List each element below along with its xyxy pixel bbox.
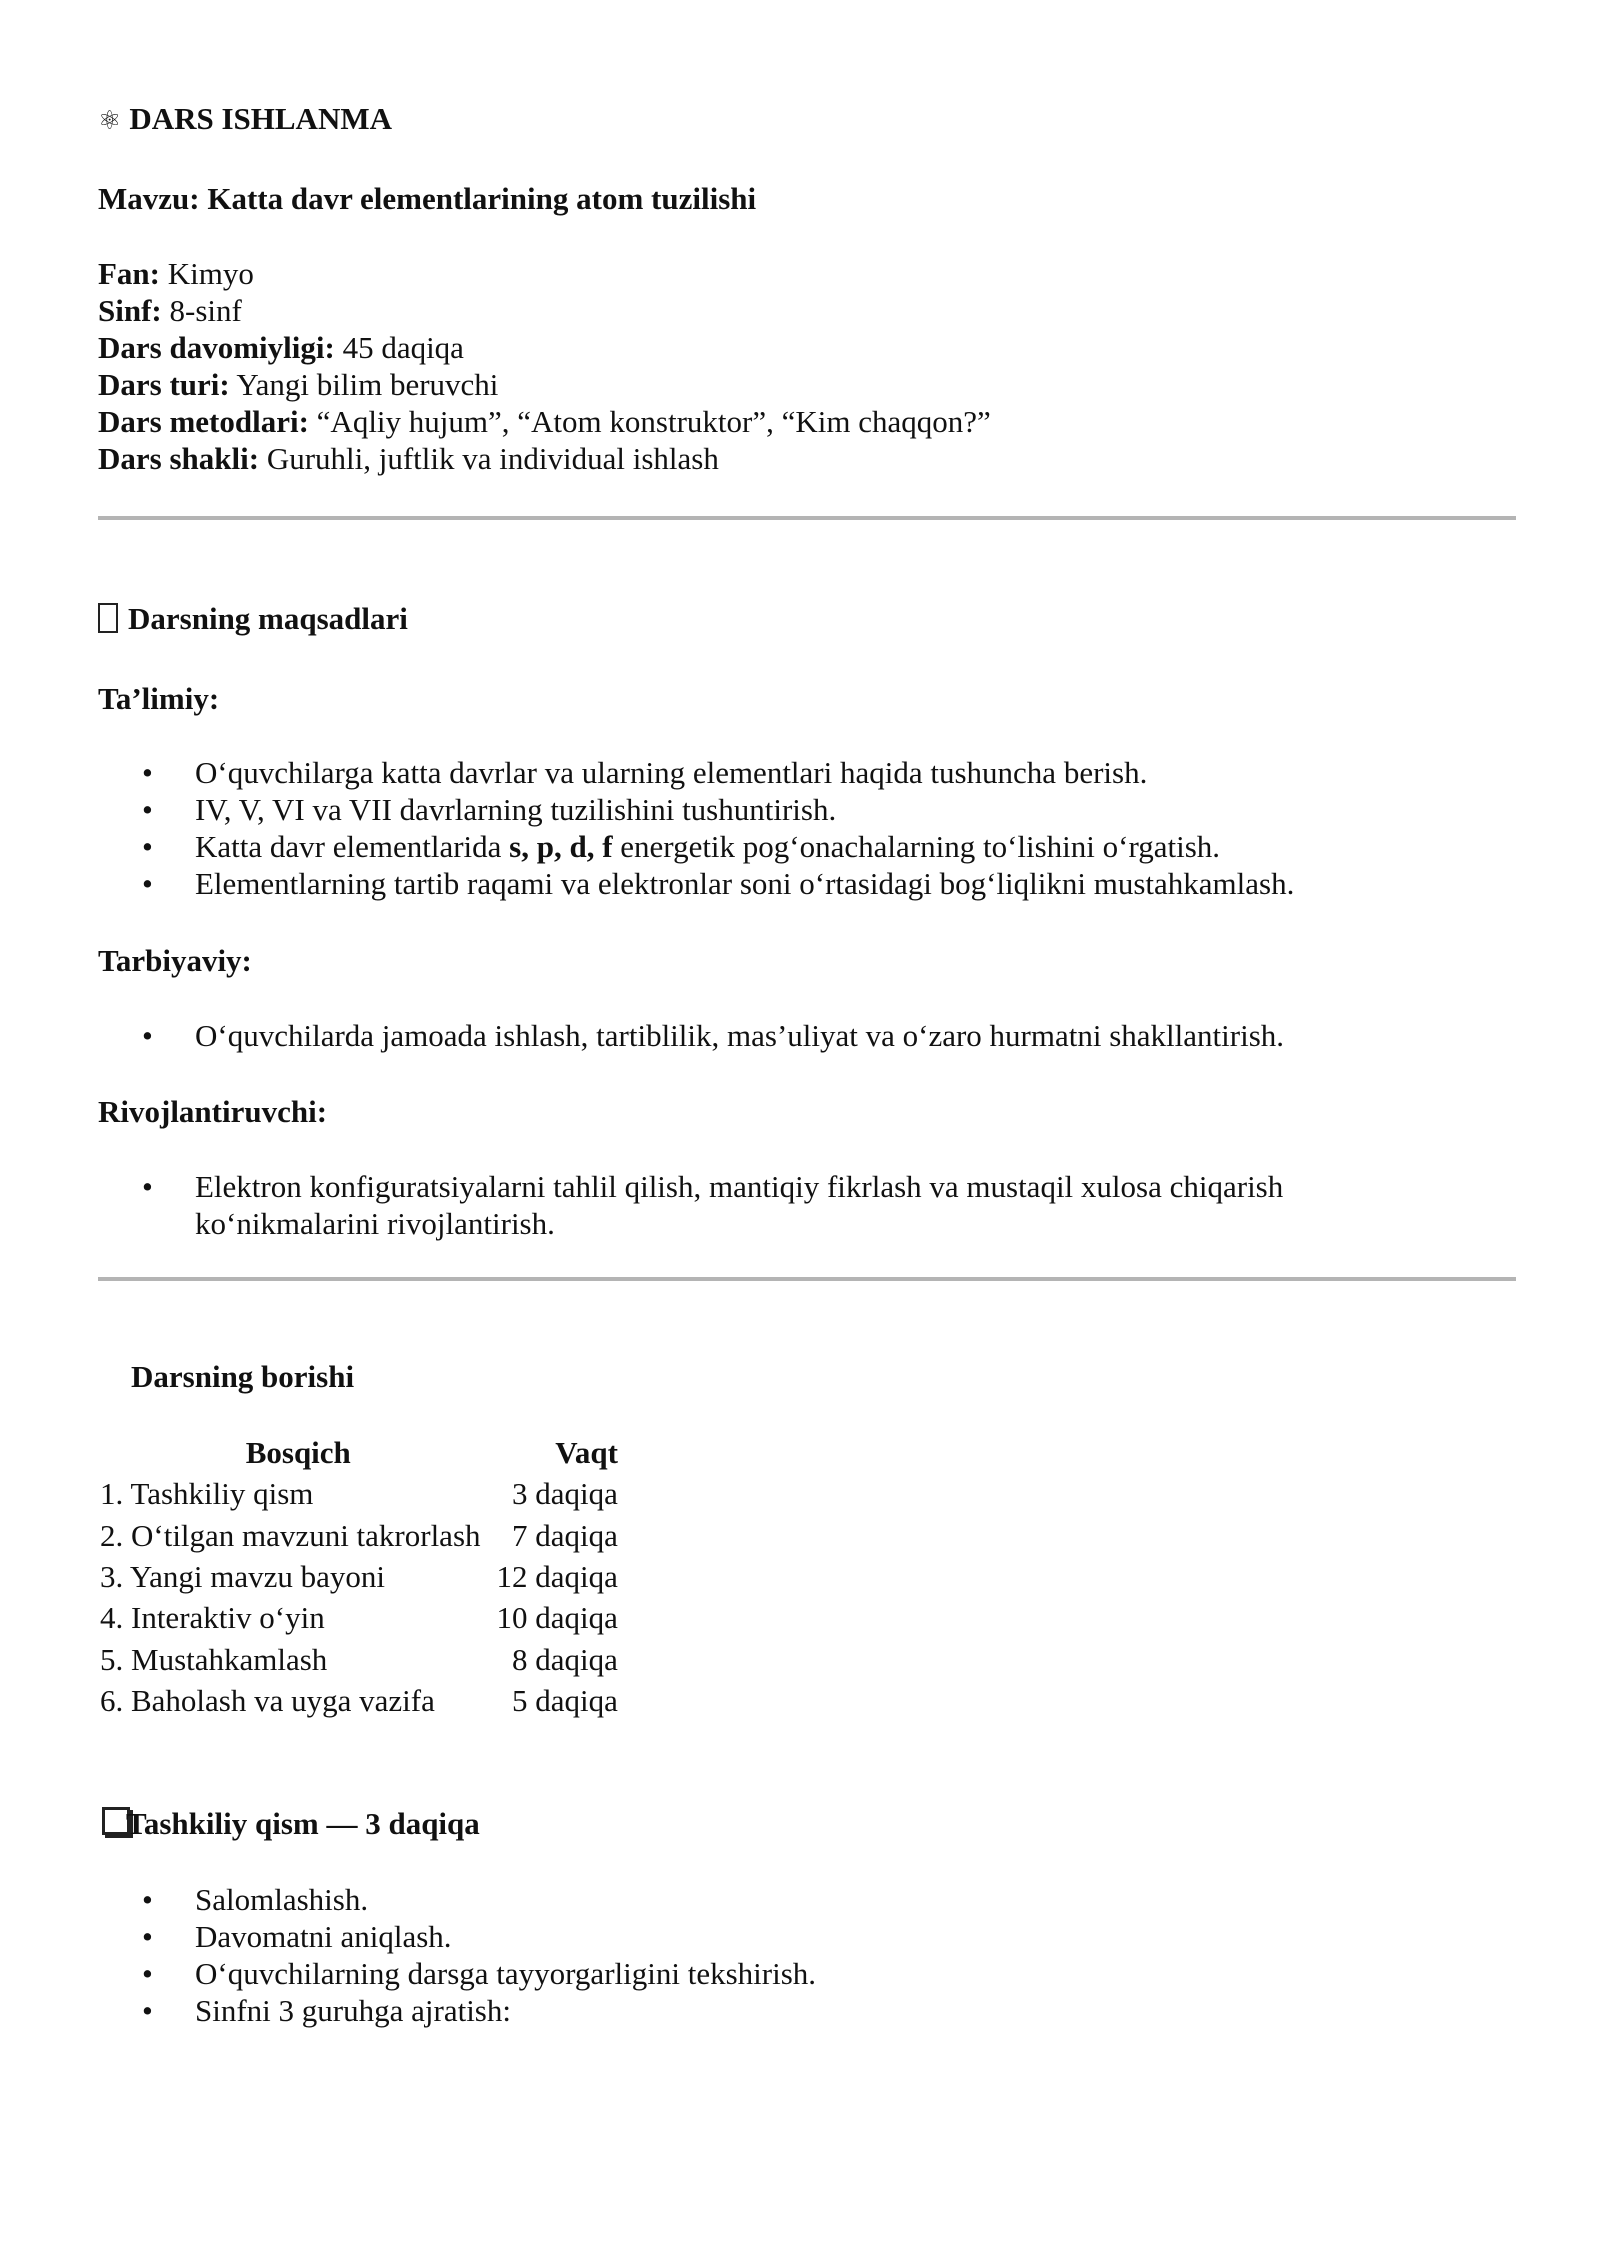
lesson-stages-table — [100, 1431, 618, 1721]
list-item: • O‘quvchilarning darsga tayyorgarligini tekshirish. — [98, 1955, 816, 1992]
list-item: • Elektron konfiguratsiyalarni tahlil qilish, mantiqiy fikrlash va mustaqil xulosa chiqarish ko‘nikmalarini rivojlantirish. — [98, 1168, 1388, 1242]
table-row: 4. Interaktiv o‘yin 10 daqiqa — [100, 1600, 618, 1636]
lesson-meta — [98, 255, 991, 477]
goals-heading: Darsning maqsadlari — [98, 600, 408, 637]
list-item: • O‘quvchilarga katta davrlar va ularning elementlari haqida tushuncha berish. — [98, 754, 1294, 791]
section-divider — [98, 516, 1516, 520]
talimiy-list — [98, 754, 1294, 902]
tarbiyaviy-list — [98, 1017, 1284, 1054]
document-title: ⚛ DARS ISHLANMA — [98, 101, 392, 136]
list-item: • Salomlashish. — [98, 1881, 816, 1918]
column-header-stage: Bosqich — [245, 1434, 351, 1470]
organizational-heading: Tashkiliy qism — 3 daqiqa — [102, 1805, 480, 1842]
list-item: • Davomatni aniqlash. — [98, 1918, 816, 1955]
meta-lesson-type: Dars turi: Yangi bilim beruvchi — [98, 367, 499, 402]
missing-glyph-icon — [98, 603, 118, 633]
list-item: • IV, V, VI va VII davrlarning tuzilishini tushuntirish. — [98, 791, 1294, 828]
meta-grade: Sinf: 8-sinf — [98, 293, 242, 328]
table-row: 3. Yangi mavzu bayoni 12 daqiqa — [100, 1558, 618, 1594]
list-item: • Sinfni 3 guruhga ajratish: — [98, 1992, 816, 2029]
meta-subject: Fan: Kimyo — [98, 256, 254, 291]
list-item: • Katta davr elementlarida s, p, d, f energetik pog‘onachalarning to‘lishini o‘rgatish. — [98, 828, 1294, 865]
lesson-topic: Mavzu: Katta davr elementlarining atom tuzilishi — [98, 181, 757, 216]
meta-form: Dars shakli: Guruhli, juftlik va individual ishlash — [98, 441, 719, 476]
meta-duration: Dars davomiyligi: 45 daqiqa — [98, 330, 464, 365]
talimiy-heading: Ta’limiy: — [98, 681, 220, 716]
table-row: 1. Tashkiliy qism 3 daqiqa — [100, 1476, 618, 1512]
meta-methods: Dars metodlari: “Aqliy hujum”, “Atom konstruktor”, “Kim chaqqon?” — [98, 404, 991, 439]
table-header-row — [100, 1431, 618, 1473]
rivojlantiruvchi-heading: Rivojlantiruvchi: — [98, 1094, 328, 1129]
process-heading: Darsning borishi — [131, 1359, 355, 1394]
rivojlantiruvchi-list — [98, 1168, 1388, 1242]
column-header-time: Vaqt — [555, 1434, 618, 1470]
table-row: 2. O‘tilgan mavzuni takrorlash 7 daqiqa — [100, 1517, 618, 1553]
organizational-list — [98, 1881, 816, 2029]
atom-icon: ⚛ — [98, 106, 122, 136]
table-row: 6. Baholash va uyga vazifa 5 daqiqa — [100, 1683, 618, 1719]
table-row: 5. Mustahkamlash 8 daqiqa — [100, 1641, 618, 1677]
list-item: • O‘quvchilarda jamoada ishlash, tartiblilik, mas’uliyat va o‘zaro hurmatni shakllantirish. — [98, 1017, 1284, 1054]
section-divider — [98, 1277, 1516, 1281]
list-item: • Elementlarning tartib raqami va elektronlar soni o‘rtasidagi bog‘liqlikni mustahkamlash. — [98, 865, 1294, 902]
tarbiyaviy-heading: Tarbiyaviy: — [98, 943, 252, 978]
